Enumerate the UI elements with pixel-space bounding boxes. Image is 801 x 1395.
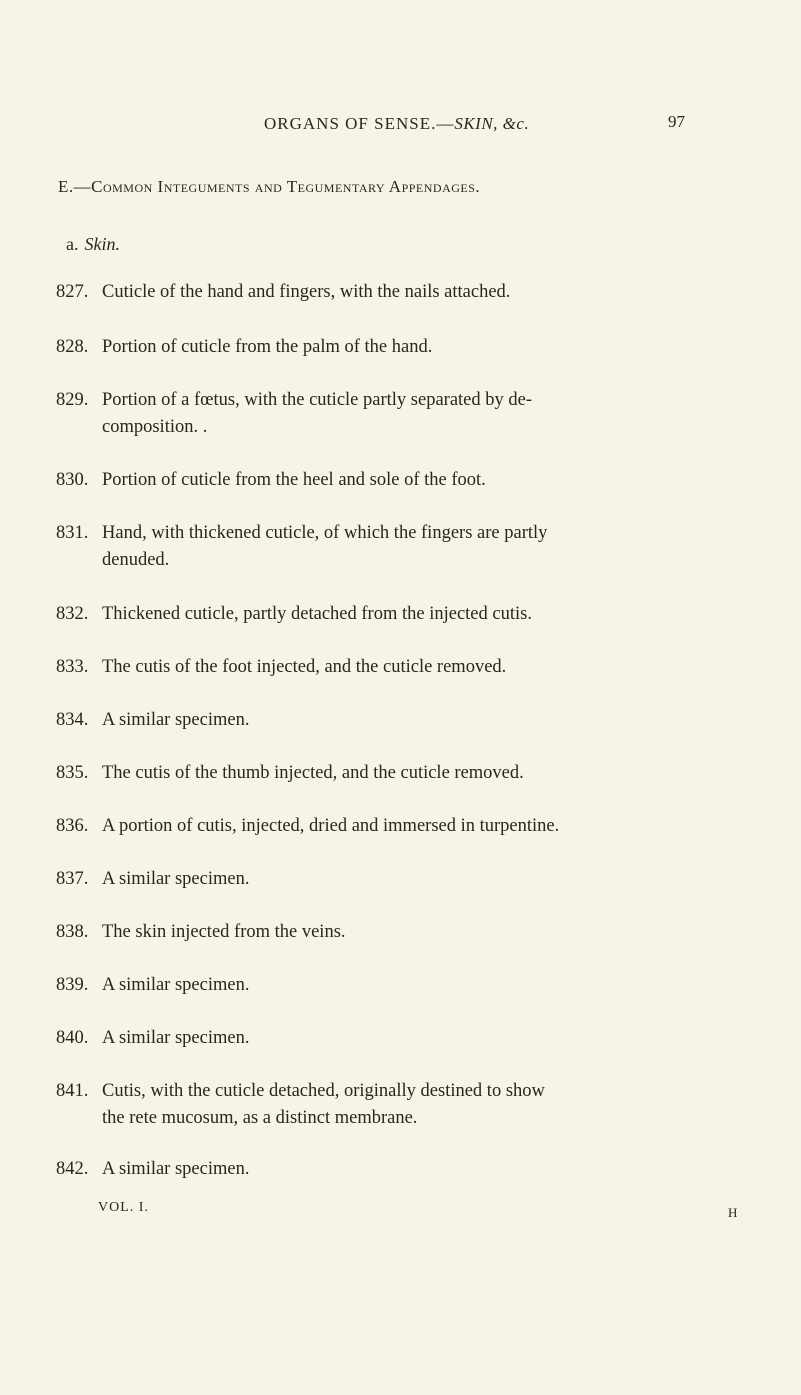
entry-number: 840. <box>56 1028 89 1048</box>
catalogue-entry <box>56 387 736 441</box>
page-number: 97 <box>668 112 685 131</box>
entry-number: 842. <box>56 1159 89 1179</box>
entry-text: The skin injected from the veins. <box>102 922 346 942</box>
footer-signature: H <box>728 1205 738 1220</box>
catalogue-entry <box>56 334 736 361</box>
catalogue-entry <box>56 919 736 946</box>
entry-text: Portion of a fœtus, with the cuticle partly separated by de- <box>102 390 532 410</box>
running-subject: SKIN, &c. <box>454 114 530 133</box>
catalogue-entry <box>56 520 736 574</box>
catalogue-entry <box>56 1156 736 1183</box>
catalogue-entry <box>56 467 736 494</box>
entry-text: Cuticle of the hand and fingers, with the nails attached. <box>102 282 511 302</box>
entry-number: 833. <box>56 657 89 677</box>
entry-number: 830. <box>56 470 89 490</box>
catalogue-entry <box>56 866 736 893</box>
entry-text: Hand, with thickened cuticle, of which the fingers are partly <box>102 523 548 543</box>
entry-text: A similar specimen. <box>102 869 250 889</box>
footer-volume: VOL. I. <box>98 1200 149 1215</box>
entry-text: The cutis of the thumb injected, and the cuticle removed. <box>102 763 524 783</box>
entry-text: A similar specimen. <box>102 710 250 730</box>
catalogue-entry <box>56 601 736 628</box>
catalogue-entry <box>56 972 736 999</box>
subsection-letter: a. <box>66 234 79 254</box>
catalogue-entry <box>56 707 736 734</box>
entry-text: A similar specimen. <box>102 1159 250 1179</box>
entry-text: Portion of cuticle from the palm of the hand. <box>102 337 433 357</box>
entry-number: 837. <box>56 869 89 889</box>
entry-number: 835. <box>56 763 89 783</box>
catalogue-entry <box>56 813 736 840</box>
entry-number: 829. <box>56 390 89 410</box>
entry-text-continued: denuded. <box>102 550 170 570</box>
entry-text: A similar specimen. <box>102 975 250 995</box>
entry-text: Cutis, with the cuticle detached, originally destined to show <box>102 1081 545 1101</box>
entry-number: 839. <box>56 975 89 995</box>
catalogue-entry <box>56 654 736 681</box>
entry-number: 827. <box>56 282 89 302</box>
entry-text-continued: the rete mucosum, as a distinct membrane. <box>102 1108 418 1128</box>
entry-number: 828. <box>56 337 89 357</box>
catalogue-entry <box>56 1025 736 1052</box>
entry-text: Thickened cuticle, partly detached from the injected cutis. <box>102 604 532 624</box>
entry-number: 841. <box>56 1081 89 1101</box>
entry-number: 838. <box>56 922 89 942</box>
entry-text: The cutis of the foot injected, and the cuticle removed. <box>102 657 507 677</box>
entry-number: 831. <box>56 523 89 543</box>
subsection-title: Skin. <box>84 234 120 254</box>
entry-number: 834. <box>56 710 89 730</box>
entry-number: 836. <box>56 816 89 836</box>
entry-text: A similar specimen. <box>102 1028 250 1048</box>
subsection-heading <box>66 234 120 255</box>
entry-text: A portion of cutis, injected, dried and immersed in turpentine. <box>102 816 560 836</box>
running-title: ORGANS OF SENSE.— <box>264 114 455 133</box>
catalogue-entry <box>56 760 736 787</box>
running-head <box>264 114 530 134</box>
catalogue-entry <box>56 1078 736 1132</box>
entry-text: Portion of cuticle from the heel and sole of the foot. <box>102 470 486 490</box>
section-heading: E.—Common Integuments and Tegumentary Appendages. <box>58 177 481 196</box>
entry-number: 832. <box>56 604 89 624</box>
entry-text-continued: composition. . <box>102 417 208 437</box>
catalogue-entry <box>56 279 736 306</box>
